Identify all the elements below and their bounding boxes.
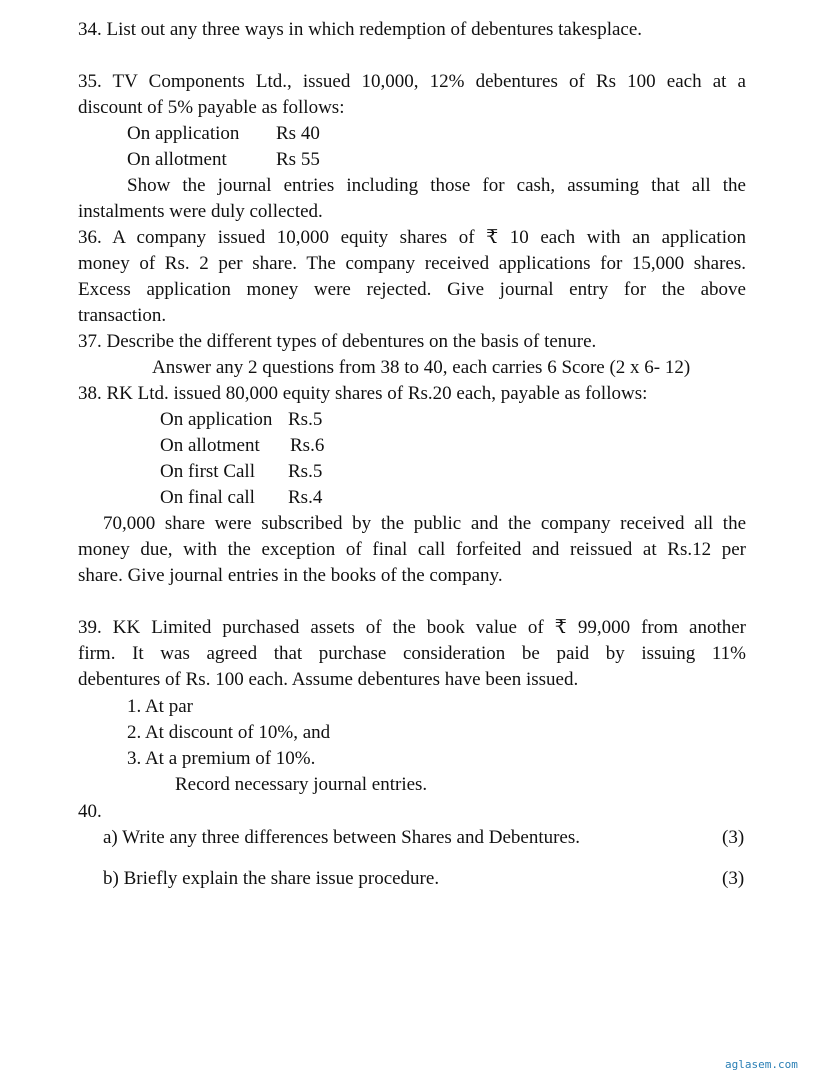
q40-part-a: a) Write any three differences between Shares and Debentures. <box>103 827 581 848</box>
q36-line1: 36. A company issued 10,000 equity shares of ₹ 10 each with an application <box>78 227 746 248</box>
row-label: On application <box>127 123 240 144</box>
q40-a-marks: (3) <box>722 827 745 848</box>
row-amount: Rs 55 <box>276 149 320 170</box>
q36-line4: transaction. <box>78 305 167 326</box>
q38-row-application <box>160 407 322 433</box>
q38-line2: 70,000 share were subscribed by the public and the company received all the <box>103 513 746 534</box>
q38-line3: money due, with the exception of final call forfeited and reissued at Rs.12 per <box>78 539 746 560</box>
q38-row-final-call <box>160 485 322 511</box>
q35-line2: discount of 5% payable as follows: <box>78 97 345 118</box>
q38-row-allotment <box>160 433 324 459</box>
q38-line1: 38. RK Ltd. issued 80,000 equity shares of Rs.20 each, payable as follows: <box>78 383 648 404</box>
row-amount: Rs.6 <box>290 435 325 456</box>
q36-line2: money of Rs. 2 per share. The company received applications for 15,000 shares. <box>78 253 746 274</box>
q34-text: 34. List out any three ways in which redemption of debentures takesplace. <box>78 19 643 40</box>
row-label: On allotment <box>127 149 227 170</box>
section-instruction: Answer any 2 questions from 38 to 40, each carries 6 Score (2 x 6- 12) <box>152 357 691 378</box>
row-amount: Rs.5 <box>288 461 323 482</box>
q40-b-marks: (3) <box>722 868 745 889</box>
q35-row-allotment <box>127 147 320 173</box>
row-amount: Rs.5 <box>288 409 323 430</box>
q38-line4: share. Give journal entries in the books of the company. <box>78 565 503 586</box>
row-amount: Rs 40 <box>276 123 320 144</box>
q39-item-2: 2. At discount of 10%, and <box>127 722 331 743</box>
q35-row-application <box>127 121 320 147</box>
watermark-footer: aglasem.com <box>725 1058 798 1071</box>
q36-line3: Excess application money were rejected. Give journal entry for the above <box>78 279 746 300</box>
q38-row-first-call <box>160 459 322 485</box>
q39-line3: debentures of Rs. 100 each. Assume debentures have been issued. <box>78 669 579 690</box>
q40-number: 40. <box>78 801 102 822</box>
q39-line1: 39. KK Limited purchased assets of the book value of ₹ 99,000 from another <box>78 617 746 638</box>
row-label: On application <box>160 409 273 430</box>
row-label: On first Call <box>160 461 255 482</box>
q39-line2: firm. It was agreed that purchase consideration be paid by issuing 11% <box>78 643 746 664</box>
q37-text: 37. Describe the different types of debentures on the basis of tenure. <box>78 331 597 352</box>
q35-line4: instalments were duly collected. <box>78 201 323 222</box>
q40-part-b: b) Briefly explain the share issue procedure. <box>103 868 440 889</box>
q35-line3: Show the journal entries including those for cash, assuming that all the <box>127 175 746 196</box>
row-label: On final call <box>160 487 255 508</box>
q35-line1: 35. TV Components Ltd., issued 10,000, 12% debentures of Rs 100 each at a <box>78 71 746 92</box>
q39-item-3: 3. At a premium of 10%. <box>127 748 316 769</box>
q39-line4: Record necessary journal entries. <box>175 774 428 795</box>
row-label: On allotment <box>160 435 260 456</box>
q39-item-1: 1. At par <box>127 696 193 717</box>
row-amount: Rs.4 <box>288 487 323 508</box>
